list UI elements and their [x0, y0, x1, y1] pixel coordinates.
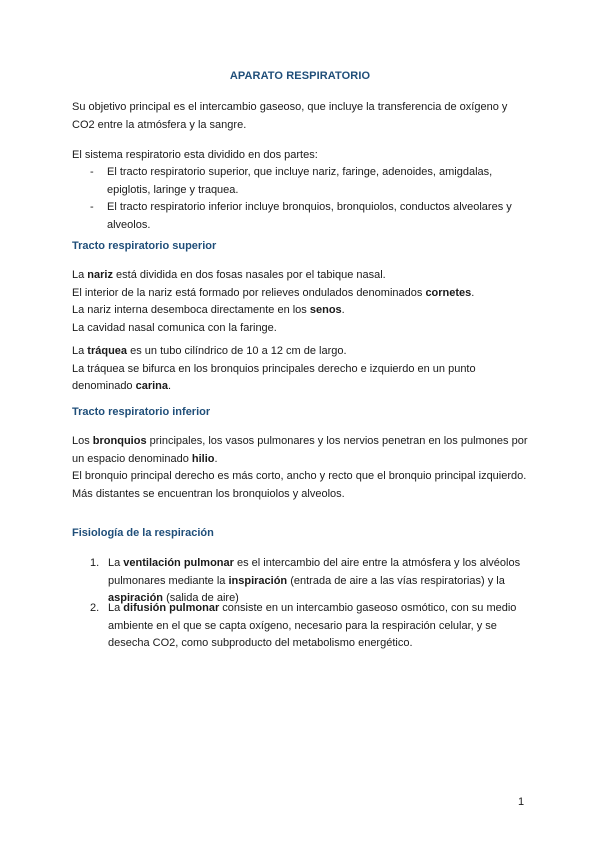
- term-aspiracion: aspiración: [108, 592, 164, 605]
- nariz-line-3: La nariz interna desemboca directamente en los senos.: [72, 304, 345, 317]
- traquea-line-1: La tráquea es un tubo cilíndrico de 10 a 12 cm de largo.: [72, 345, 347, 357]
- traquea-line-2: La tráquea se bifurca en los bronquios principales derecho e izquierdo en un punto denominado carina.: [72, 362, 476, 393]
- nariz-line-4: La cavidad nasal comunica con la faringe.: [72, 321, 277, 334]
- list-item-text: La difusión pulmonar consiste en un intercambio gaseoso osmótico, con su medio ambiente en el que se capta oxígeno, necesario para la respiración celular, y se desecha CO2, como subproducto del metabolismo energético.: [108, 602, 517, 650]
- term-inspiracion: inspiración: [228, 574, 288, 587]
- list-item: [90, 600, 530, 653]
- list-item-text: El tracto respiratorio superior, que incluye nariz, faringe, adenoides, amigdalas, epiglotis, laringe y traquea.: [107, 166, 493, 196]
- list-marker: 1.: [90, 557, 100, 569]
- list-item-text: El tracto respiratorio inferior incluye bronquios, bronquiolos, conductos alveolares y alveolos.: [107, 201, 512, 231]
- bronquios-text: Los bronquios principales, los vasos pulmonares y los nervios penetran en los pulmones por un espacio denominado hilio.: [72, 435, 528, 465]
- traquea-paragraph: [72, 343, 532, 396]
- document-title: APARATO RESPIRATORIO: [229, 70, 371, 82]
- term-senos: senos: [309, 304, 342, 317]
- inferior-paragraph: [72, 433, 532, 503]
- term-ventilacion: ventilación pulmonar: [123, 557, 234, 569]
- list-marker: -: [90, 201, 94, 213]
- nariz-paragraph: [72, 267, 532, 337]
- term-bronquios: bronquios: [92, 435, 147, 447]
- list-item-text: La ventilación pulmonar es el intercambio del aire entre la atmósfera y los alvéolos pulmonares mediante la inspiración (entrada de aire a las vías respiratorias) y la aspiración (salida de aire): [108, 557, 521, 605]
- term-cornetes: cornetes: [425, 286, 472, 299]
- bronquio-derecho-text: El bronquio principal derecho es más corto, ancho y recto que el bronquio principal izquierdo.: [72, 470, 527, 483]
- nariz-line-1: La nariz está dividida en dos fosas nasales por el tabique nasal.: [72, 269, 386, 281]
- section-heading-fisiologia: Fisiología de la respiración: [72, 527, 214, 539]
- term-difusion: difusión pulmonar: [123, 602, 220, 614]
- bronquiolos-text: Más distantes se encuentran los bronquiolos y alveolos.: [72, 487, 345, 500]
- list-marker: 2.: [90, 602, 100, 614]
- page-number: 1: [518, 796, 525, 808]
- section-heading-superior: Tracto respiratorio superior: [72, 240, 217, 252]
- term-nariz: nariz: [87, 269, 113, 281]
- term-hilio: hilio: [191, 452, 215, 465]
- term-traquea: tráquea: [87, 345, 128, 357]
- list-marker: -: [90, 166, 94, 178]
- nariz-line-2: El interior de la nariz está formado por relieves ondulados denominados cornetes.: [72, 286, 475, 299]
- intro-paragraph: Su objetivo principal es el intercambio gaseoso, que incluye la transferencia de oxígeno y CO2 entre la atmósfera y la sangre.: [72, 101, 508, 131]
- section-heading-inferior: Tracto respiratorio inferior: [72, 406, 211, 418]
- list-item: [90, 164, 530, 199]
- division-lead: El sistema respiratorio esta dividido en dos partes:: [72, 149, 318, 161]
- list-item: [90, 199, 530, 234]
- term-carina: carina: [135, 380, 169, 393]
